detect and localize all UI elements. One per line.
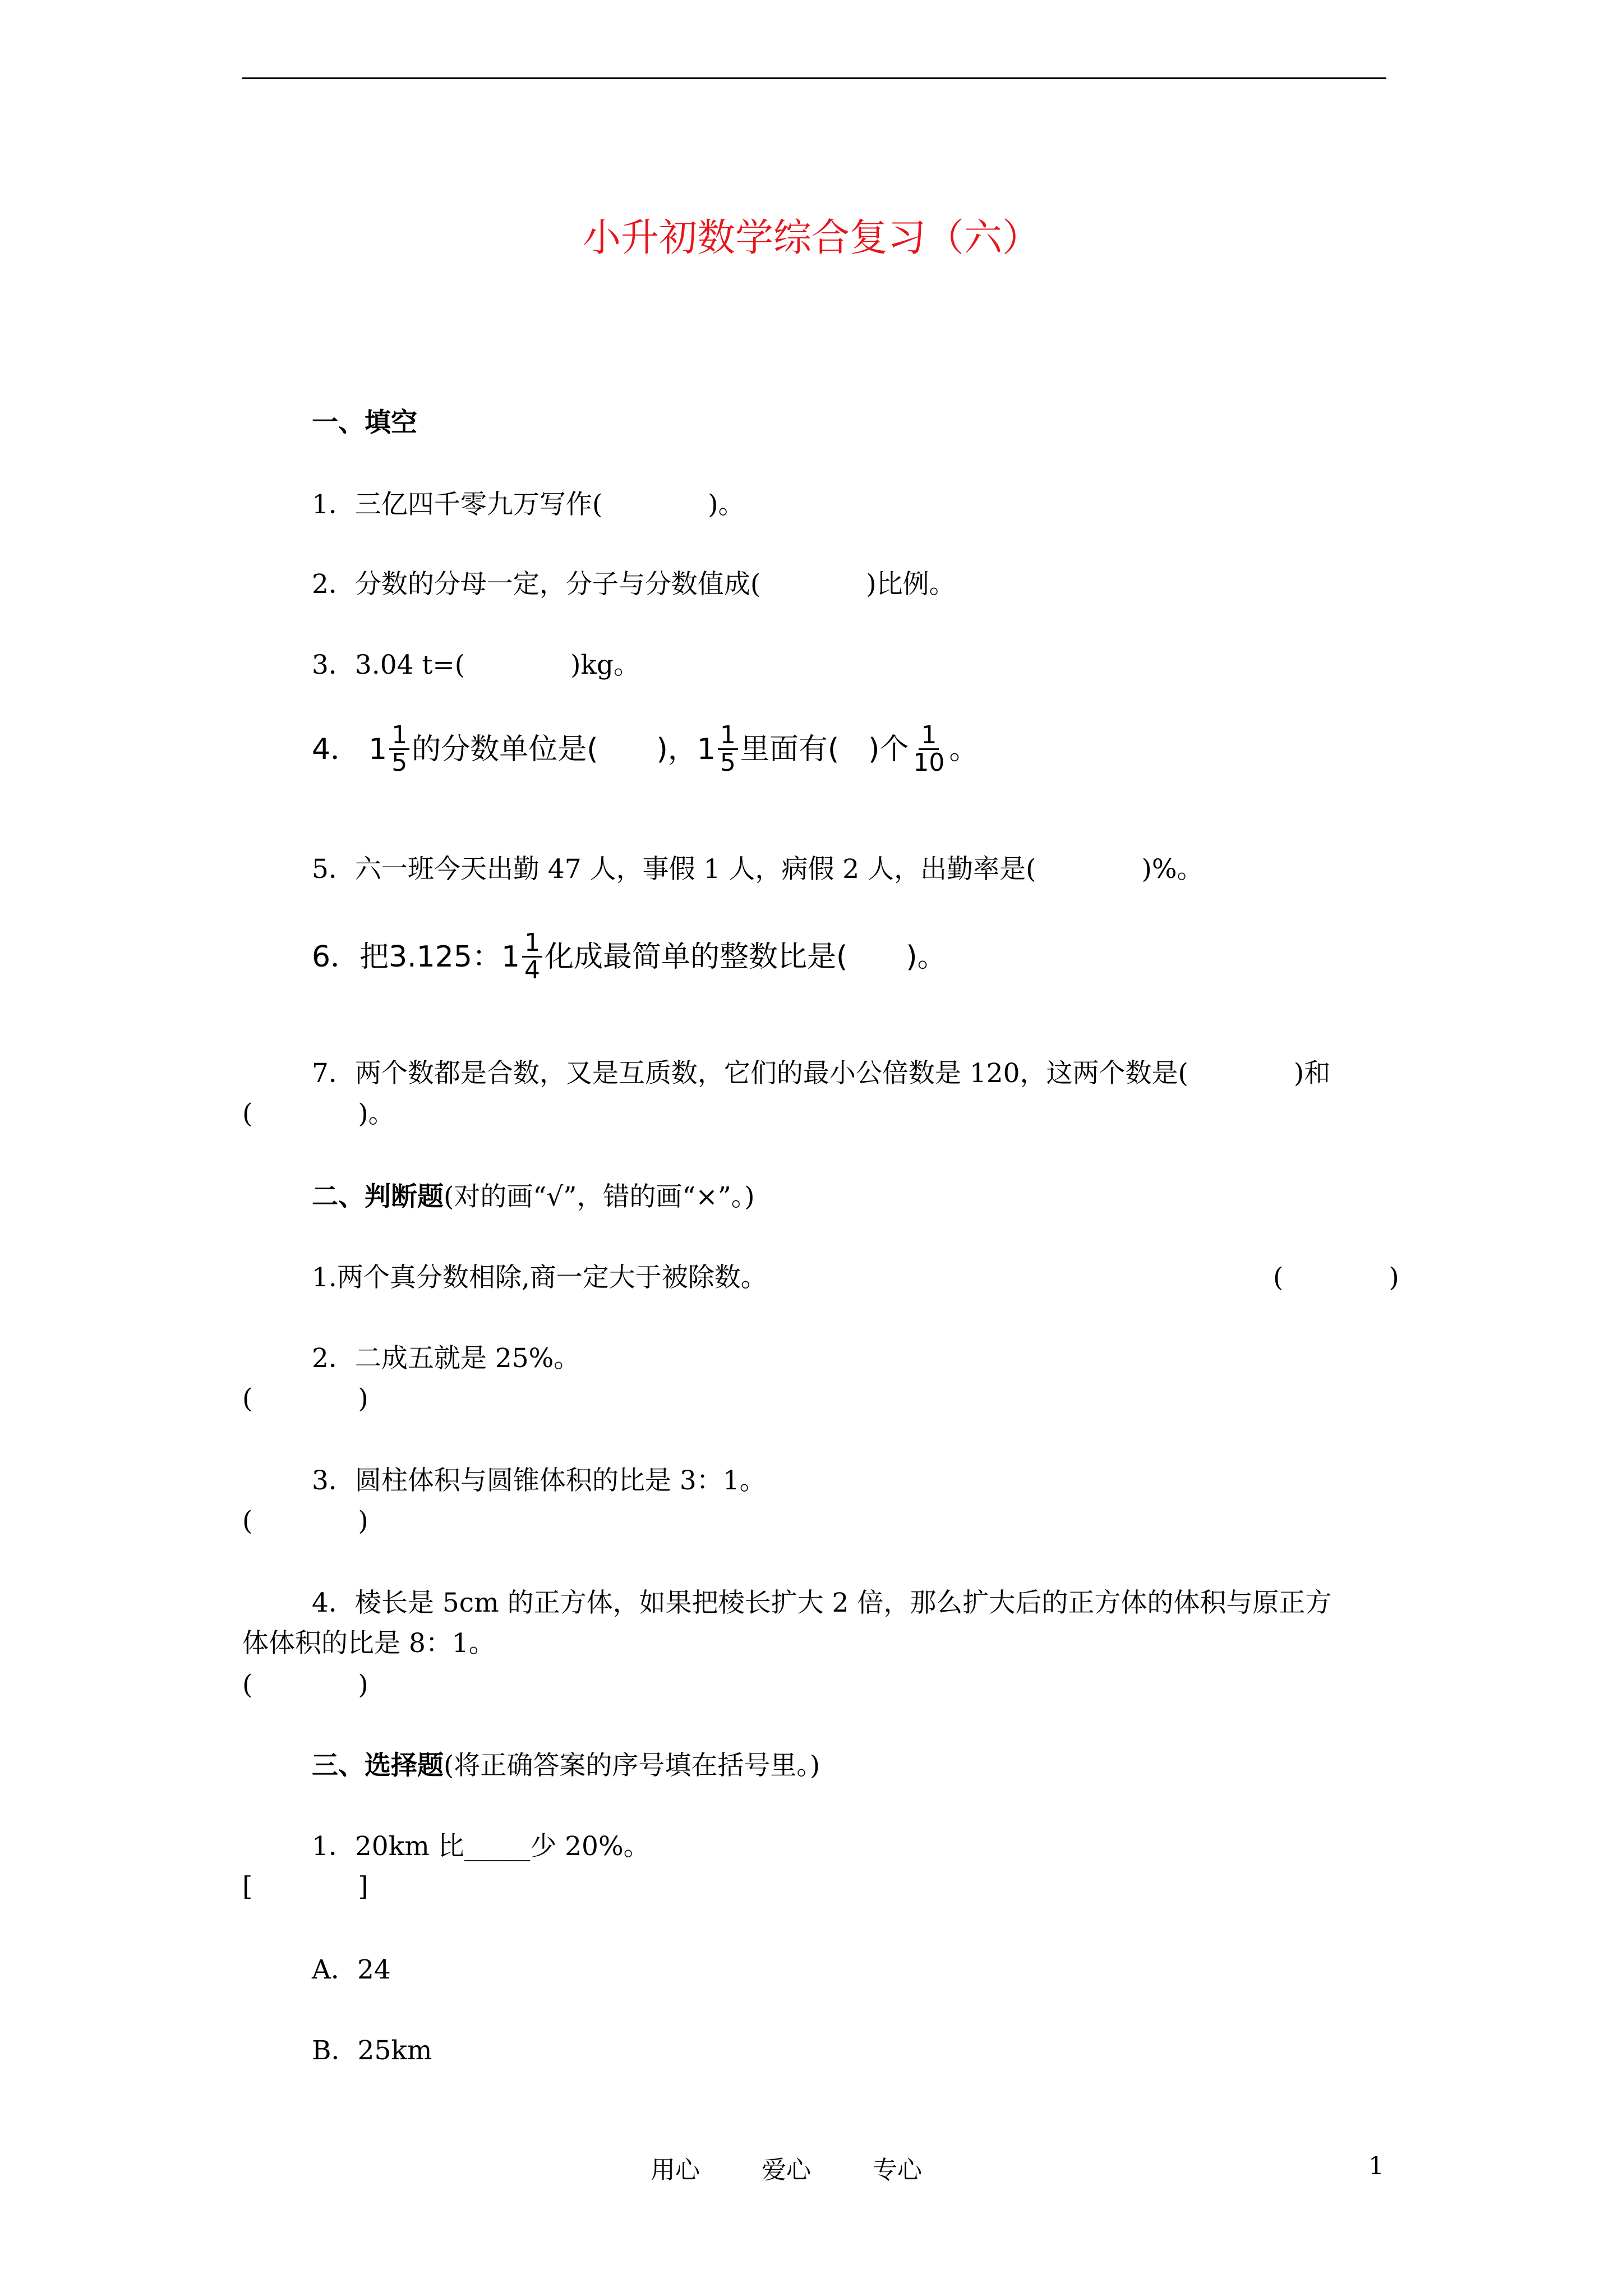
fraction-1-10: $\frac{1}{10}$ (913, 721, 945, 777)
section-1-heading: 一、填空 (312, 407, 417, 438)
question-3-1: 1．20km 比_____少 20%。 (312, 1831, 650, 1862)
question-1-4 (312, 723, 978, 776)
question-1-7: 7．两个数都是合数，又是互质数，它们的最小公倍数是 120，这两个数是( )和 (312, 1058, 1331, 1089)
section-2-heading (312, 1181, 755, 1212)
q4-whole-2: 1 (697, 732, 716, 766)
q6-whole: 1 (501, 940, 520, 974)
answer-paren-2-2: ( ) (242, 1383, 368, 1414)
q4-whole-1: 1 (368, 732, 388, 766)
q4-text-3: 。 (949, 732, 979, 766)
q6-prefix: 6．把3.125： (312, 940, 501, 974)
question-2-4-cont: 体体积的比是 8：1。 (242, 1628, 495, 1659)
answer-bracket-3-1: [ ] (242, 1871, 368, 1902)
option-b: B．25km (312, 2035, 432, 2066)
q4-text-2: 里面有( )个 (740, 732, 909, 766)
question-2-3: 3．圆柱体积与圆锥体积的比是 3：1。 (312, 1465, 766, 1496)
section-3-heading (312, 1752, 820, 1779)
question-2-2: 2．二成五就是 25%。 (312, 1343, 580, 1374)
question-2-4: 4．棱长是 5cm 的正方体，如果把棱长扩大 2 倍，那么扩大后的正方体的体积与原正方 (312, 1588, 1332, 1618)
section-3-note: (将正确答案的序号填在括号里。) (444, 1750, 820, 1781)
footer-text-1: 用心 (651, 2156, 700, 2184)
answer-paren-2-4: ( ) (242, 1669, 368, 1700)
answer-paren-2-3: ( ) (242, 1506, 368, 1536)
question-1-2: 2．分数的分母一定，分子与分数值成( )比例。 (312, 569, 956, 600)
question-2-1: 1.两个真分数相除,商一定大于被除数。 (312, 1262, 767, 1293)
q4-prefix: 4． (312, 732, 360, 766)
option-a: A．24 (312, 1954, 391, 1985)
section-2-note: (对的画“√”，错的画“×”。) (444, 1181, 755, 1212)
page-number: 1 (1368, 2152, 1384, 2180)
q6-suffix: 化成最简单的整数比是( )。 (545, 940, 947, 974)
section-2-title: 二、判断题 (312, 1181, 444, 1212)
footer-text-3: 专心 (873, 2156, 922, 2184)
page-title: 小升初数学综合复习（六） (582, 216, 1040, 260)
fraction-1-5b: $\frac{1}{5}$ (718, 723, 738, 776)
section-3-title: 三、选择题 (312, 1750, 444, 1781)
question-1-6 (312, 930, 947, 983)
fraction-1-5: $\frac{1}{5}$ (389, 723, 409, 776)
question-1-5: 5．六一班今天出勤 47 人，事假 1 人，病假 2 人，出勤率是( )%。 (312, 854, 1204, 885)
fraction-1-4: $\frac{1}{4}$ (522, 930, 542, 983)
question-1-1: 1．三亿四千零九万写作( )。 (312, 489, 745, 520)
question-1-7-cont: ( )。 (242, 1098, 395, 1129)
question-1-3: 3．3.04 t=( )kg。 (312, 650, 640, 680)
footer-text-2: 爱心 (762, 2156, 811, 2184)
q4-text-1: 的分数单位是( )， (412, 732, 697, 766)
header-rule (242, 77, 1386, 79)
answer-paren-2-1: ( ) (1273, 1262, 1399, 1293)
